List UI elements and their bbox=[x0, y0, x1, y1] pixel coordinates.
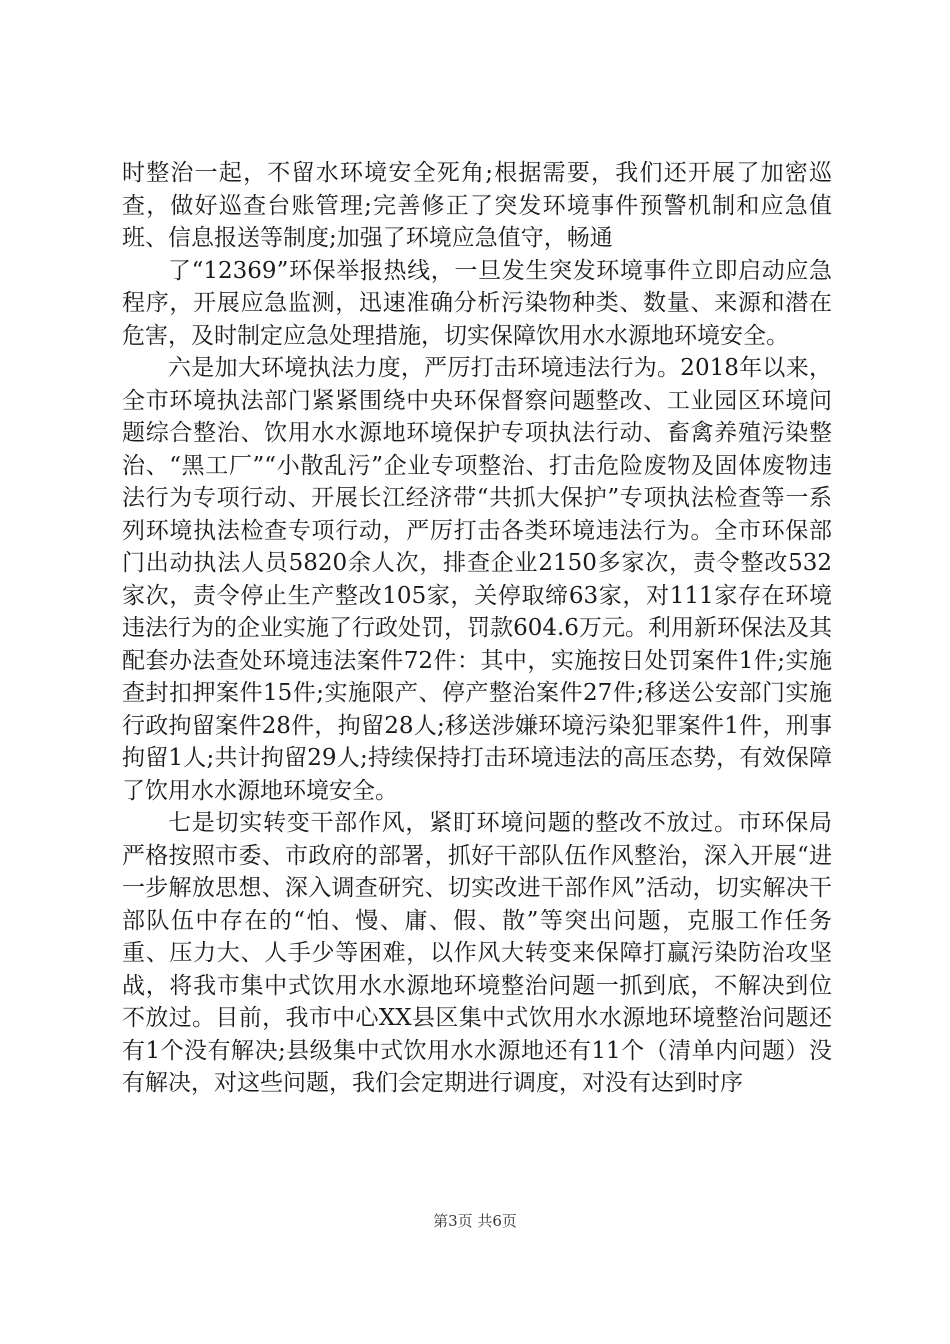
paragraph-1: 时整治一起，不留水环境安全死角;根据需要，我们还开展了加密巡查，做好巡查台账管理;完善修正了突发环境事件预警机制和应急值班、信息报送等制度;加强了环境应急值守，畅通 bbox=[122, 160, 832, 251]
paragraph-3: 六是加大环境执法力度，严厉打击环境违法行为。2018年以来，全市环境执法部门紧紧围绕中央环保督察问题整改、工业园区环境问题综合整治、饮用水水源地环境保护专项执法行动、畜禽养殖污染整治、“黑工厂”“小散乱污”企业专项整治、打击危险废物及固体废物违法行为专项行动、开展长江经济带“共抓大保护”专项执法检查等一系列环境执法检查专项行动，严厉打击各类环境违法行为。全市环保部门出动执法人员5820余人次，排查企业2150多家次，责令整改532家次，责令停止生产整改105家，关停取缔63家，对111家存在环境违法行为的企业实施了行政处罚，罚款604.6万元。利用新环保法及其配套办法查处环境违法案件72件：其中，实施按日处罚案件1件;实施查封扣押案件15件;实施限产、停产整治案件27件;移送公安部门实施行政拘留案件28件，拘留28人;移送涉嫌环境污染犯罪案件1件，刑事拘留1人;共计拘留29人;持续保持打击环境违法的高压态势，有效保障了饮用水水源地环境安全。 bbox=[122, 355, 832, 804]
paragraph-4: 七是切实转变干部作风，紧盯环境问题的整改不放过。市环保局严格按照市委、市政府的部署，抓好干部队伍作风整治，深入开展“进一步解放思想、深入调查研究、切实改进干部作风”活动，切实解决干部队伍中存在的“怕、慢、庸、假、散”等突出问题，克服工作任务重、压力大、人手少等困难，以作风大转变来保障打赢污染防治攻坚战，将我市集中式饮用水水源地环境整治问题一抓到底，不解决到位不放过。目前，我市中心XX县区集中式饮用水水源地环境整治问题还有1个没有解决;县级集中式饮用水水源地还有11个（清单内问题）没有解决，对这些问题，我们会定期进行调度，对没有达到时序 bbox=[122, 810, 832, 1096]
paragraph-2: 了“12369”环保举报热线，一旦发生突发环境事件立即启动应急程序，开展应急监测，迅速准确分析污染物种类、数量、来源和潜在危害，及时制定应急处理措施，切实保障饮用水水源地环境安全。 bbox=[122, 257, 832, 349]
page-footer: 第3页 共6页 bbox=[433, 1212, 517, 1230]
document-body bbox=[122, 157, 832, 1100]
